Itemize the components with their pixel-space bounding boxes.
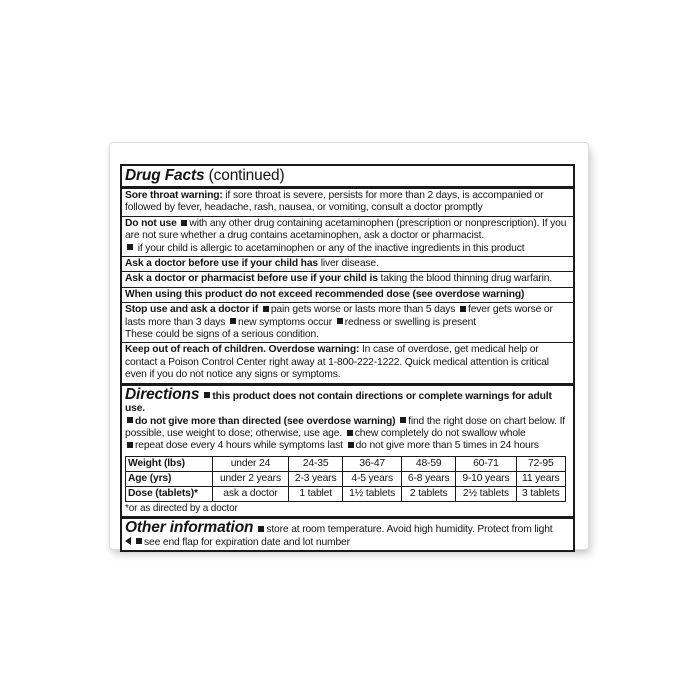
other-information-heading: Other information	[125, 519, 254, 537]
other-info-item-2: see end flap for expiration date and lot number	[144, 536, 350, 548]
other-info-item-1: store at room temperature. Avoid high humidity. Protect from light	[266, 524, 553, 536]
stop-use-label: Stop use and ask a doctor if	[125, 304, 259, 316]
table-cell: 24-35	[289, 456, 343, 471]
keep-out-text: In case of overdose, get medical help or contact a Poison Control Center right away at 1-800-222-1222. Quick medical attention is critical even if you do not notice any signs or symptoms.	[125, 344, 549, 381]
keep-out-of-reach-section	[122, 343, 573, 385]
when-using-section	[122, 288, 573, 303]
directions-item-3: find the right dose on chart below. If possible, use weight to dose; otherwise, use age.	[125, 415, 565, 439]
do-not-use-label: Do not use	[125, 217, 177, 229]
stop-use-item-1: pain gets worse or lasts more than 5 days	[270, 304, 456, 316]
table-cell: 2 tablets	[402, 486, 456, 501]
ask-pharmacist-label: Ask a doctor or pharmacist before use if your child is	[125, 273, 378, 285]
sore-throat-text: if sore throat is severe, persists for more than 2 days, is accompanied or followed by fever, headache, rash, nausea, or vomiting, consult a doctor promptly	[125, 190, 544, 214]
directions-item-4: chew completely do not swallow whole	[354, 427, 526, 439]
when-using-label: When using this product do not exceed recommended dose (see overdose warning)	[125, 288, 525, 300]
stop-use-note: These could be signs of a serious condition.	[125, 329, 319, 341]
row-header-weight: Weight (lbs)	[126, 456, 213, 471]
directions-heading: Directions	[125, 385, 200, 403]
table-cell: under 24	[212, 456, 288, 471]
table-cell: 72-95	[516, 456, 565, 471]
table-cell: 2½ tablets	[456, 486, 516, 501]
dosing-table	[125, 456, 566, 502]
table-row-age	[126, 471, 566, 486]
table-cell: 1 tablet	[289, 486, 343, 501]
table-cell: ask a doctor	[212, 486, 288, 501]
do-not-use-item-2: if your child is allergic to acetaminophen or any of the inactive ingredients in this product	[135, 242, 525, 254]
directions-item-2: do not give more than directed (see overdose warning)	[135, 415, 396, 427]
drug-facts-heading: Drug Facts	[125, 167, 205, 184]
ask-doctor-label: Ask a doctor before use if your child has	[125, 258, 318, 270]
bullet-square-icon	[230, 318, 236, 324]
drug-facts-title	[122, 166, 573, 189]
dose-footnote: *or as directed by a doctor	[125, 502, 238, 514]
continued-label: (continued)	[204, 167, 285, 184]
table-cell: 3 tablets	[516, 486, 565, 501]
bullet-square-icon	[347, 430, 353, 436]
bullet-square-icon	[263, 306, 269, 312]
directions-item-5: repeat dose every 4 hours while symptoms last	[135, 440, 343, 452]
bullet-square-icon	[127, 417, 133, 423]
directions-section	[122, 386, 573, 519]
directions-item-1: this product does not contain directions or complete warnings for adult use.	[125, 390, 552, 415]
bullet-square-icon	[400, 417, 406, 423]
bullet-square-icon	[127, 244, 133, 250]
table-cell: under 2 years	[212, 471, 288, 486]
ask-pharmacist-section	[122, 272, 573, 287]
bullet-square-icon	[258, 526, 264, 532]
sore-throat-label: Sore throat warning:	[125, 190, 223, 201]
row-header-dose: Dose (tablets)*	[126, 486, 213, 501]
drug-facts-panel	[120, 164, 575, 552]
table-cell: 36-47	[343, 456, 402, 471]
other-information-section	[122, 519, 573, 550]
ask-doctor-text: liver disease.	[317, 258, 379, 270]
stop-use-item-2: fever gets worse or lasts more than 3 days	[125, 304, 553, 328]
bullet-square-icon	[337, 318, 343, 324]
table-cell: 11 years	[516, 471, 565, 486]
bullet-square-icon	[460, 306, 466, 312]
bullet-square-icon	[127, 442, 133, 448]
keep-out-label: Keep out of reach of children. Overdose warning:	[125, 344, 360, 356]
table-cell: 9-10 years	[456, 471, 516, 486]
table-row-dose	[126, 486, 566, 501]
ask-pharmacist-text: taking the blood thinning drug warfarin.	[377, 273, 552, 285]
sore-throat-warning	[122, 189, 573, 217]
table-cell: 48-59	[402, 456, 456, 471]
table-row-weight	[126, 456, 566, 471]
bullet-square-icon	[204, 392, 210, 398]
product-carton-back	[110, 143, 588, 549]
do-not-use-item-1: with any other drug containing acetaminophen (prescription or nonprescription). If you are not sure whether a drug contains acetaminophen, ask a doctor or pharmacist.	[125, 217, 567, 242]
bullet-square-icon	[136, 538, 142, 544]
table-cell: 6-8 years	[402, 471, 456, 486]
bullet-square-icon	[348, 442, 354, 448]
table-cell: 60-71	[456, 456, 516, 471]
table-cell: 4-5 years	[343, 471, 402, 486]
ask-doctor-section	[122, 257, 573, 272]
stop-use-item-4: redness or swelling is present	[344, 316, 476, 328]
bullet-square-icon	[181, 220, 187, 226]
stop-use-section	[122, 303, 573, 343]
directions-item-6: do not give more than 5 times in 24 hours	[355, 440, 539, 452]
row-header-age: Age (yrs)	[126, 471, 213, 486]
left-arrow-icon	[125, 537, 131, 545]
stop-use-item-3: new symptoms occur	[238, 316, 333, 328]
table-cell: 2-3 years	[289, 471, 343, 486]
do-not-use-section	[122, 217, 573, 257]
table-cell: 1½ tablets	[343, 486, 402, 501]
